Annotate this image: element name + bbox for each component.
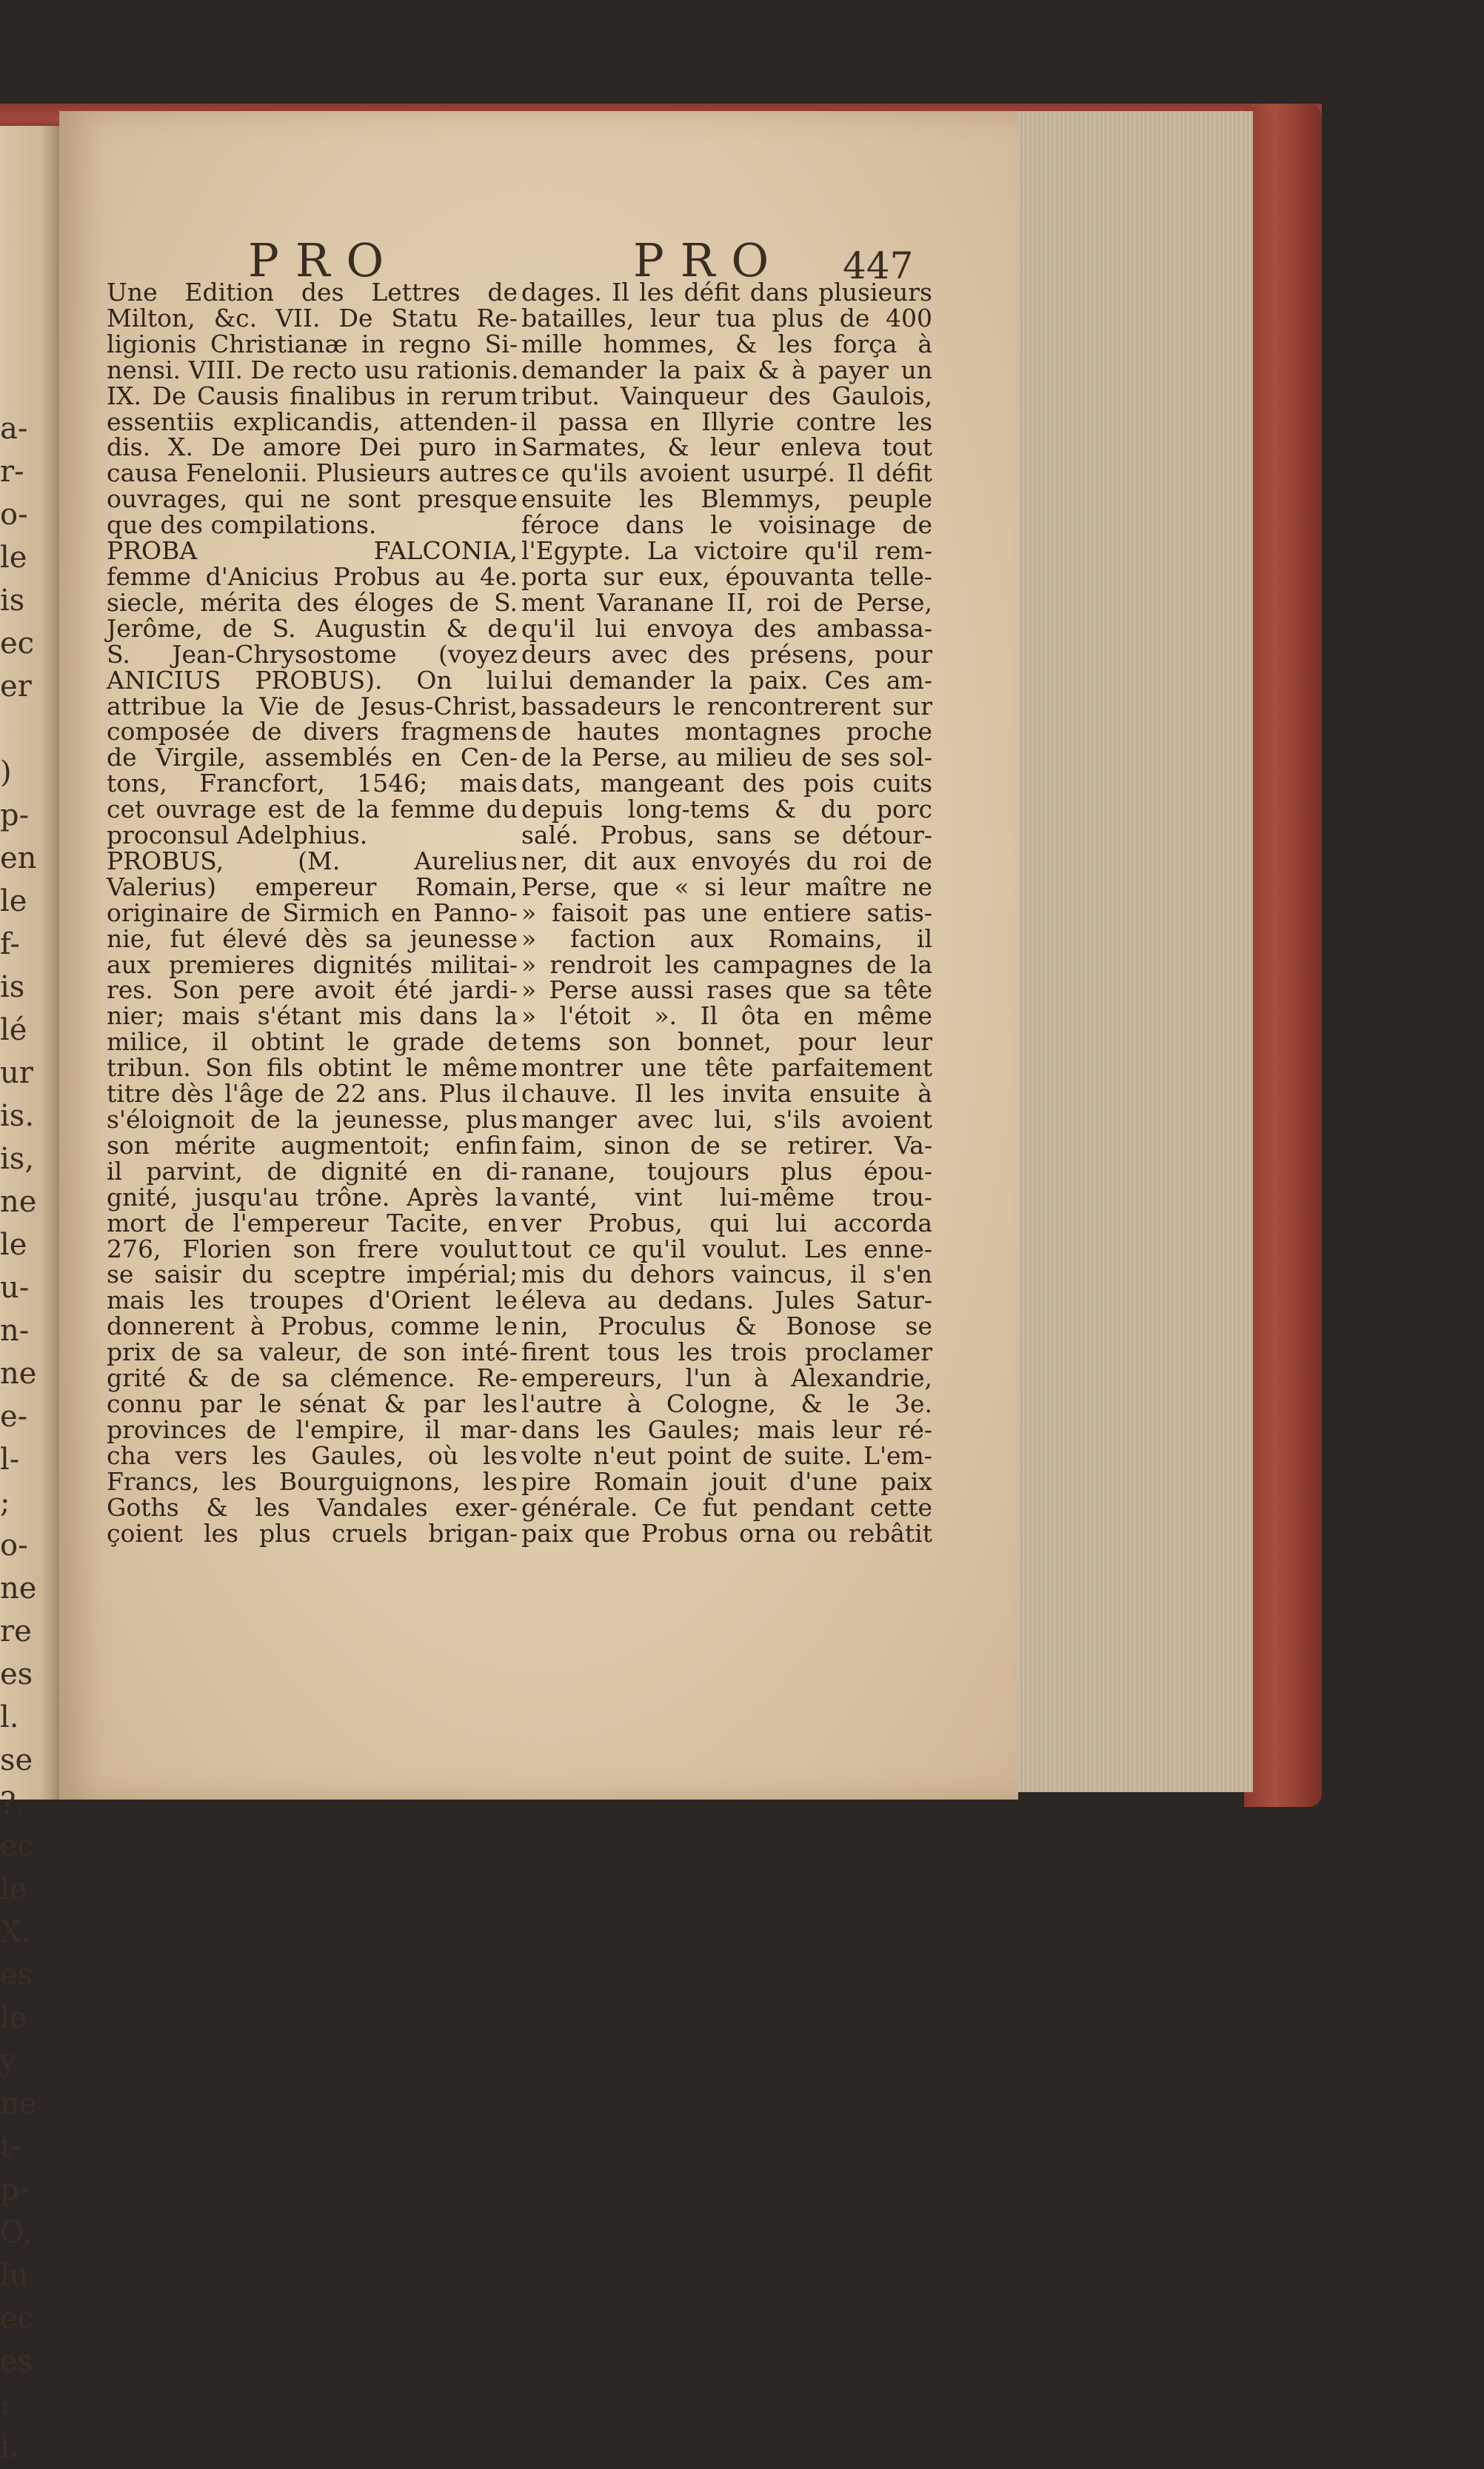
text-line: de la Perse, au milieu de ses sol-	[521, 743, 932, 772]
text-line: ANICIUS PROBUS). On lui	[107, 665, 518, 695]
text-line: chauve. Il les invita ensuite à	[521, 1079, 932, 1109]
text-line: Francs, les Bourguignons, les	[107, 1466, 518, 1496]
text-line: proconsul Adelphius.	[107, 821, 368, 850]
text-line: faim, sinon de se retirer. Va-	[521, 1130, 932, 1160]
text-line: originaire de Sirmich en Panno-	[107, 898, 518, 927]
text-line: ligionis Christianæ in regno Si-	[107, 329, 518, 358]
text-line: tout ce qu'il voulut. Les enne-	[521, 1234, 932, 1263]
text-line: ce qu'ils avoient usurpé. Il défit	[521, 458, 932, 488]
text-line: de Virgile, assemblés en Cen-	[107, 743, 518, 772]
page-number: 447	[843, 244, 914, 287]
text-line: connu par le sénat & par les	[107, 1389, 518, 1418]
text-line: dages. Il les défit dans plusieurs	[521, 278, 932, 307]
text-line: cet ouvrage est de la femme du	[107, 795, 518, 824]
text-line: générale. Ce fut pendant cette	[521, 1492, 932, 1522]
text-line: Perse, que « si leur maître ne	[521, 872, 932, 901]
text-line: Valerius) empereur Romain,	[107, 872, 518, 901]
text-line: » Perse aussi rases que sa tête	[521, 975, 932, 1005]
text-line: siecle, mérita des éloges de S.	[107, 587, 518, 617]
text-line: s'éloignoit de la jeunesse, plus	[107, 1105, 518, 1134]
facing-page-strip	[0, 126, 59, 2465]
running-head-right: PRO	[633, 233, 786, 287]
text-line: empereurs, l'un à Alexandrie,	[521, 1363, 932, 1393]
text-line: tems son bonnet, pour leur	[521, 1027, 932, 1057]
text-line: grité & de sa clémence. Re-	[107, 1363, 518, 1393]
text-line: pire Romain jouit d'une paix	[521, 1466, 932, 1496]
text-line: de hautes montagnes proche	[521, 717, 932, 746]
text-line: titre dès l'âge de 22 ans. Plus il	[107, 1079, 518, 1109]
text-line: prix de sa valeur, de son inté-	[107, 1337, 518, 1367]
text-line: dats, mangeant des pois cuits	[521, 769, 932, 798]
text-line: deurs avec des présens, pour	[521, 639, 932, 669]
text-line: essentiis explicandis, attenden-	[107, 407, 518, 436]
text-line: salé. Probus, sans se détour-	[521, 821, 932, 850]
text-line: Jerôme, de S. Augustin & de	[107, 613, 518, 643]
text-line: ensuite les Blemmys, peuple	[521, 484, 932, 514]
text-line: Goths & les Vandales exer-	[107, 1492, 518, 1522]
text-line: il parvint, de dignité en di-	[107, 1156, 518, 1186]
text-line: il passa en Illyrie contre les	[521, 407, 932, 436]
text-line: ment Varanane II, roi de Perse,	[521, 587, 932, 617]
text-line: éleva au dedans. Jules Satur-	[521, 1286, 932, 1315]
text-line: mille hommes, & les força à	[521, 329, 932, 358]
text-line: Une Edition des Lettres de	[107, 278, 518, 307]
text-line: PROBUS, (M. Aurelius	[107, 846, 518, 875]
text-line: tribun. Son fils obtint le même	[107, 1053, 518, 1083]
text-line: » l'étoit ». Il ôta en même	[521, 1001, 932, 1031]
text-line: depuis long-tems & du porc	[521, 795, 932, 824]
facing-page-text-fragments: a- r- o- le is ec er ) p- en le f- is lé ur is. is, ne le u- n- ne e- l- ; o- ne re es l. se ?, ec le X. es le y ne t- p- O, lu ec es : i.	[0, 412, 37, 2465]
text-line: tons, Francfort, 1546; mais	[107, 769, 518, 798]
text-line: IX. De Causis finalibus in rerum	[107, 381, 518, 410]
text-line: donnerent à Probus, comme le	[107, 1312, 518, 1341]
text-line: demander la paix & à payer un	[521, 355, 932, 384]
text-line: volte n'eut point de suite. L'em-	[521, 1440, 932, 1470]
text-line: mis du dehors vaincus, il s'en	[521, 1260, 932, 1289]
text-line: l'Egypte. La victoire qu'il rem-	[521, 536, 932, 566]
text-line: Sarmates, & leur enleva tout	[521, 432, 932, 462]
text-line: bassadeurs le rencontrerent sur	[521, 691, 932, 721]
text-line: aux premieres dignités militai-	[107, 949, 518, 979]
text-line: féroce dans le voisinage de	[521, 510, 932, 540]
text-line: causa Fenelonii. Plusieurs autres	[107, 458, 518, 488]
page-block-fore-edge	[1015, 111, 1253, 1792]
text-line: firent tous les trois proclamer	[521, 1337, 932, 1367]
text-line: tribut. Vainqueur des Gaulois,	[521, 381, 932, 410]
text-line: ver Probus, qui lui accorda	[521, 1208, 932, 1237]
text-line: nensi. VIII. De recto usu rationis.	[107, 355, 519, 384]
text-line: PROBA FALCONIA,	[107, 536, 518, 566]
text-line: qu'il lui envoya des ambassa-	[521, 613, 932, 643]
text-line: nier; mais s'étant mis dans la	[107, 1001, 518, 1031]
text-line: milice, il obtint le grade de	[107, 1027, 518, 1057]
text-line: que des compilations.	[107, 510, 377, 540]
text-line: S. Jean-Chrysostome (voyez	[107, 639, 518, 669]
text-line: manger avec lui, s'ils avoient	[521, 1105, 932, 1134]
text-line: porta sur eux, épouvanta telle-	[521, 561, 932, 591]
running-head-left: PRO	[248, 233, 401, 287]
text-column-right	[521, 280, 932, 1546]
text-line: » rendroit les campagnes de la	[521, 949, 932, 979]
text-line: l'autre à Cologne, & le 3e.	[521, 1389, 932, 1418]
text-line: çoient les plus cruels brigan-	[107, 1518, 518, 1548]
text-line: ranane, toujours plus épou-	[521, 1156, 932, 1186]
text-column-left	[107, 280, 518, 1546]
text-line: res. Son pere avoit été jardi-	[107, 975, 518, 1005]
text-line: se saisir du sceptre impérial;	[107, 1260, 518, 1289]
text-line: lui demander la paix. Ces am-	[521, 665, 932, 695]
text-line: » faisoit pas une entiere satis-	[521, 898, 932, 927]
text-line: femme d'Anicius Probus au 4e.	[107, 561, 518, 591]
text-line: gnité, jusqu'au trône. Après la	[107, 1182, 518, 1212]
text-line: montrer une tête parfaitement	[521, 1053, 932, 1083]
text-line: nin, Proculus & Bonose se	[521, 1312, 932, 1341]
text-line: » faction aux Romains, il	[521, 923, 932, 953]
text-line: Milton, &c. VII. De Statu Re-	[107, 303, 518, 333]
text-line: 276, Florien son frere voulut	[107, 1234, 518, 1263]
text-line: mais les troupes d'Orient le	[107, 1286, 518, 1315]
text-line: mort de l'empereur Tacite, en	[107, 1208, 518, 1237]
text-line: composée de divers fragmens	[107, 717, 518, 746]
text-line: provinces de l'empire, il mar-	[107, 1414, 518, 1444]
text-line: nie, fut élevé dès sa jeunesse	[107, 923, 518, 953]
text-line: dis. X. De amore Dei puro in	[107, 432, 518, 462]
text-line: attribue la Vie de Jesus-Christ,	[107, 691, 518, 721]
book-cover-right-edge	[1244, 104, 1322, 1807]
text-line: ner, dit aux envoyés du roi de	[521, 846, 932, 875]
text-line: dans les Gaules; mais leur ré-	[521, 1414, 932, 1444]
text-line: vanté, vint lui-même trou-	[521, 1182, 932, 1212]
text-line: paix que Probus orna ou rebâtit	[521, 1518, 932, 1548]
text-line: ouvrages, qui ne sont presque	[107, 484, 518, 514]
text-line: son mérite augmentoit; enfin	[107, 1130, 518, 1160]
book-page	[59, 111, 1018, 1800]
text-line: cha vers les Gaules, où les	[107, 1440, 518, 1470]
text-line: batailles, leur tua plus de 400	[521, 303, 932, 333]
